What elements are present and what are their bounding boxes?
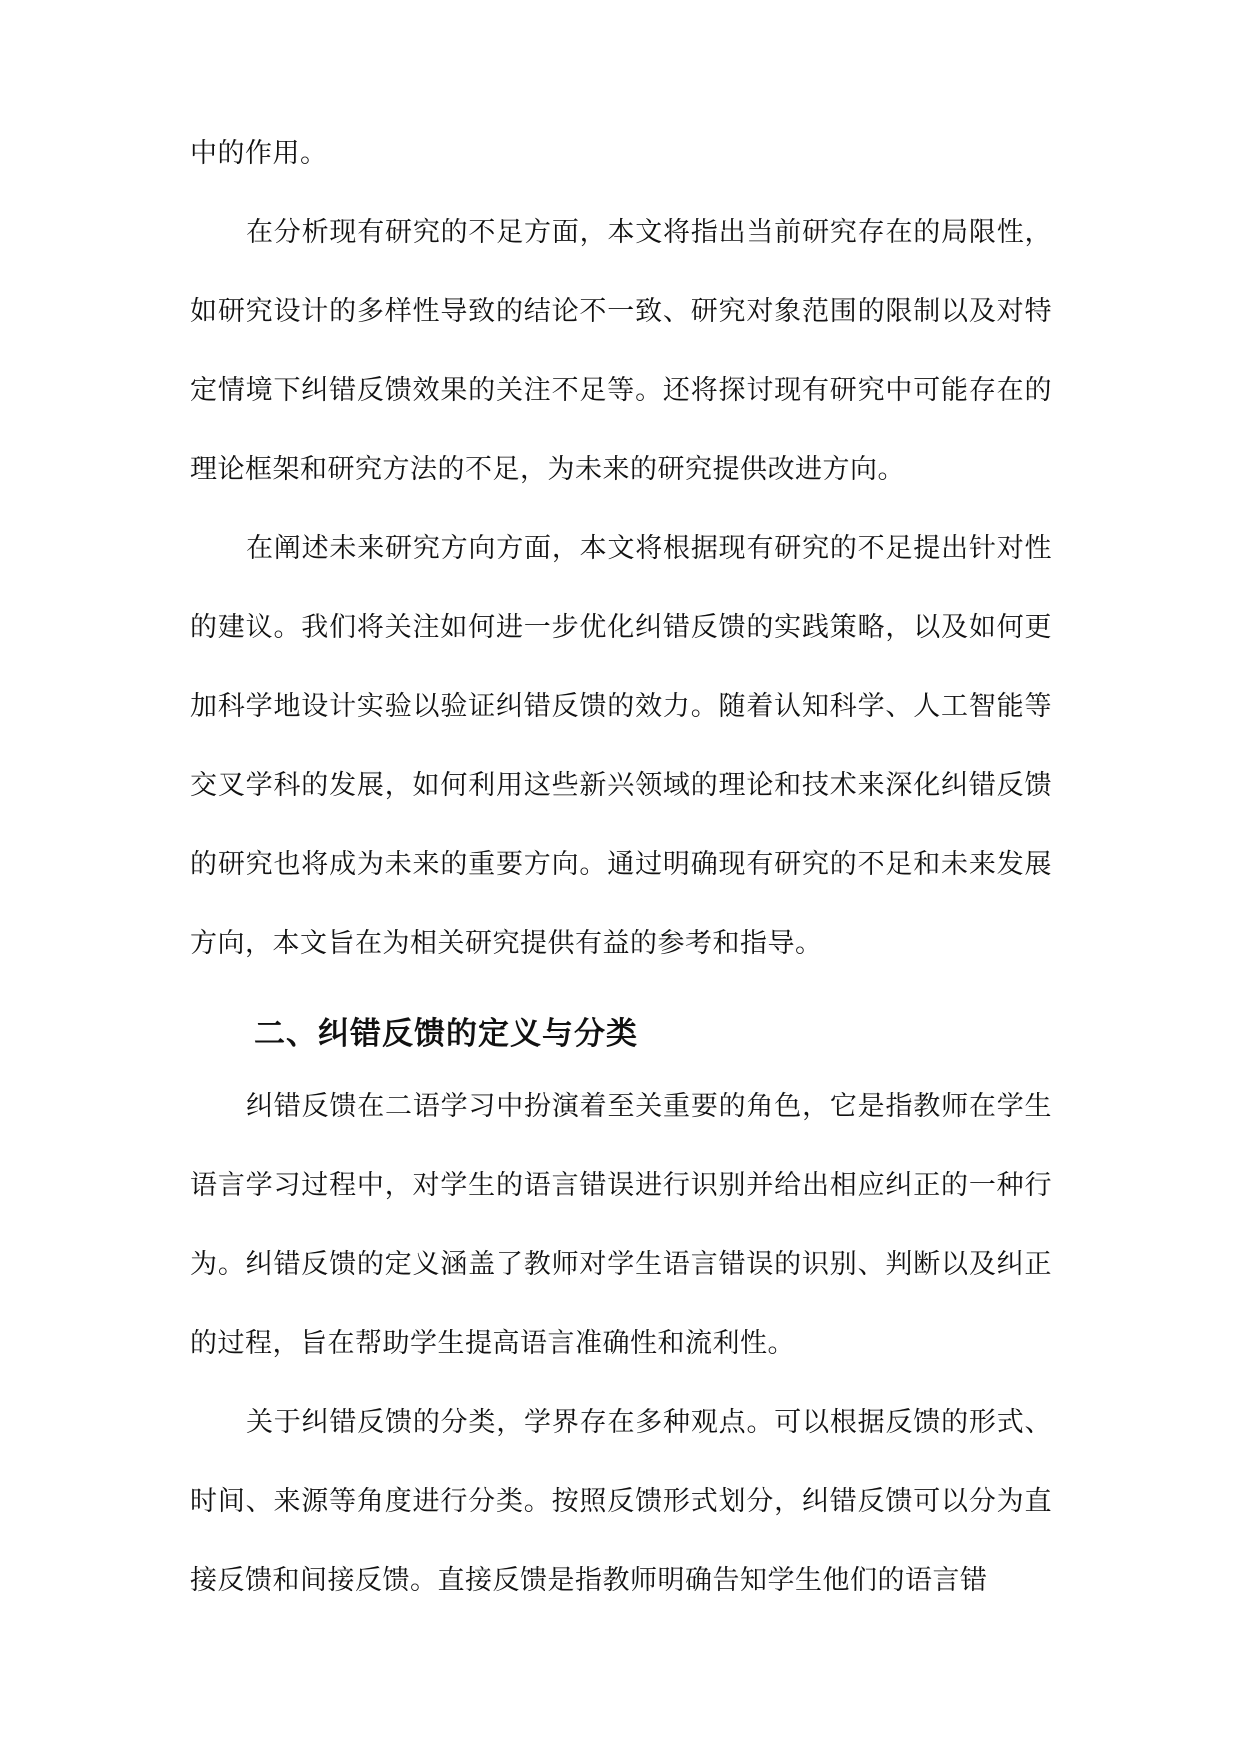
paragraph-feedback-definition: 纠错反馈在二语学习中扮演着至关重要的角色，它是指教师在学生语言学习过程中，对学生的语言错误进行识别并给出相应纠正的一种行为。纠错反馈的定义涵盖了教师对学生语言错误的识别、判断以及纠正的过程，旨在帮助学生提高语言准确性和流利性。: [190, 1091, 1052, 1359]
paragraph-future-directions: 在阐述未来研究方向方面，本文将根据现有研究的不足提出针对性的建议。我们将关注如何进一步优化纠错反馈的实践策略，以及如何更加科学地设计实验以验证纠错反馈的效力。随着认知科学、人工智能等交叉学科的发展，如何利用这些新兴领域的理论和技术来深化纠错反馈的研究也将成为未来的重要方向。通过明确现有研究的不足和未来发展方向，本文旨在为相关研究提供有益的参考和指导。: [190, 533, 1052, 959]
paragraph-feedback-classification: 关于纠错反馈的分类，学界存在多种观点。可以根据反馈的形式、时间、来源等角度进行分类。按照反馈形式划分，纠错反馈可以分为直接反馈和间接反馈。直接反馈是指教师明确告知学生他们的语言错: [190, 1407, 1052, 1596]
section-heading: 二、纠错反馈的定义与分类: [254, 1016, 638, 1052]
paragraph-research-limitations: 在分析现有研究的不足方面，本文将指出当前研究存在的局限性，如研究设计的多样性导致的结论不一致、研究对象范围的限制以及对特定情境下纠错反馈效果的关注不足等。还将探讨现有研究中可能存在的理论框架和研究方法的不足，为未来的研究提供改进方向。: [190, 217, 1052, 485]
paragraph-continuation: 中的作用。: [190, 138, 328, 169]
